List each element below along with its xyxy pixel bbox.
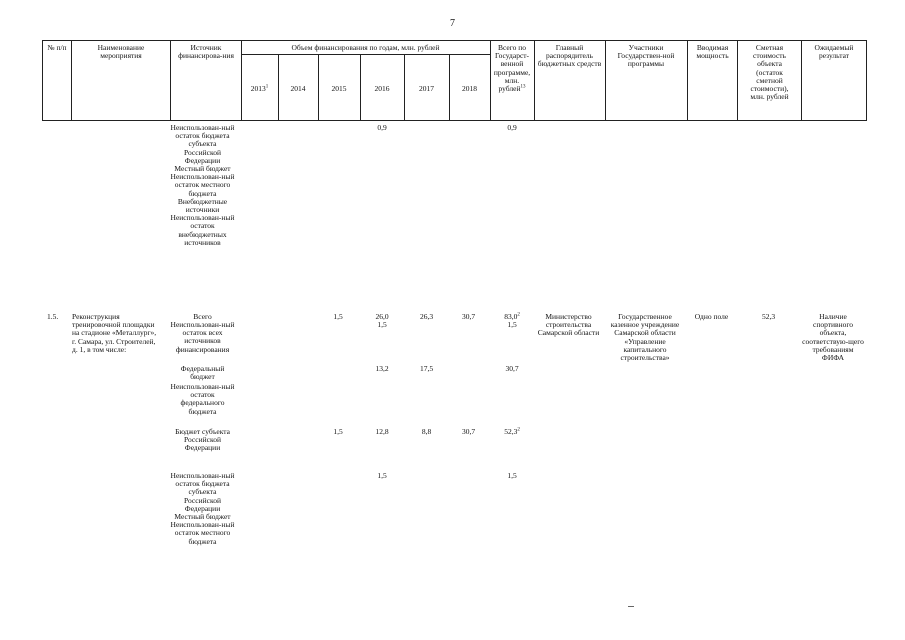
value-2018: 30,7 — [461, 312, 476, 321]
header-volume: Объем финансирования по годам, млн. рублей — [291, 43, 440, 52]
continuation-2016: 0,9 — [377, 123, 387, 132]
source-total: Всего — [193, 312, 212, 321]
header-year-2014: 2014 — [290, 84, 306, 93]
value-2017: 8,8 — [421, 427, 432, 436]
value-total: 1,5 — [507, 320, 517, 329]
value-2015: 1,5 — [333, 312, 343, 321]
source-unused-regional: Неиспользован-ный остаток бюджета субъекта Российской Федерации Местный бюджет Неиспользован-ный остаток местного бюджета — [170, 471, 235, 546]
value-total: 30,7 — [505, 364, 519, 373]
header-source: Источник финансирова-ния — [178, 43, 234, 61]
value-2015: 1,5 — [333, 427, 343, 436]
row-event: Реконструкция тренировочной площадки на стадионе «Металлург», г. Самара, ул. Строителей, д. 1, в том числе: — [72, 312, 157, 354]
header-participants: Участники Государствен-ной программы — [617, 43, 675, 69]
chief-administrator: Министерство строительства Самарской области — [537, 312, 600, 338]
header-year-2018: 2018 — [462, 84, 477, 93]
continuation-source: Неиспользован-ный остаток бюджета субъекта Российской Федерации Местный бюджет Неиспользован-ный остаток местного бюджета Внебюджетные источники Неиспользован-ный остаток внебюджетных источников — [170, 123, 235, 247]
header-capacity: Вводимая мощность — [696, 43, 729, 61]
header-num: № п/п — [47, 43, 67, 52]
value-2016: 26,0 — [375, 312, 389, 321]
source-unused-federal: Неиспользован-ный остаток федерального бюджета — [170, 382, 235, 416]
header-result: Ожидаемый результат — [814, 43, 854, 61]
header-estimate: Сметная стоимость объекта (остаток сметной стоимости), млн. рублей — [750, 43, 789, 102]
value-2016: 1,5 — [377, 320, 387, 329]
source-unused-all: Неиспользован-ный остаток всех источников финансирования — [170, 320, 235, 354]
header-total: Всего по Государст-венной программе, млн. рублей$^{13}$ — [493, 43, 531, 94]
header-year-2016: 2016 — [374, 84, 390, 93]
header-event: Наименование мероприятия — [97, 43, 145, 61]
expected-result: Наличие спортивного объекта, соответствую-щего требованиям ФИФА — [802, 312, 864, 363]
scan-mark — [628, 606, 634, 607]
value-total: 83,0$^2$ — [504, 312, 520, 321]
value-2016: 13,2 — [375, 364, 389, 373]
header-year-2013: 2013$^1$ — [250, 84, 269, 93]
page-number: 7 — [450, 18, 455, 29]
source-regional: Бюджет субъекта Российской Федерации — [175, 427, 230, 453]
participants: Государственное казенное учреждение Самарской области «Управление капитального строительства» — [610, 312, 680, 363]
value-2017: 17,5 — [419, 364, 434, 373]
table-header — [42, 40, 867, 121]
header-year-2017: 2017 — [419, 84, 434, 93]
estimate: 52,3 — [761, 312, 776, 321]
value-2016: 1,5 — [377, 471, 387, 480]
continuation-total: 0,9 — [507, 123, 517, 132]
value-total: 1,5 — [507, 471, 517, 480]
header-year-2015: 2015 — [331, 84, 347, 93]
value-total: 52,3$^2$ — [504, 427, 520, 436]
value-2017: 26,3 — [419, 312, 434, 321]
value-2018: 30,7 — [461, 427, 476, 436]
capacity: Одно поле — [694, 312, 729, 321]
row-number: 1.5. — [47, 312, 59, 321]
value-2016: 12,8 — [375, 427, 389, 436]
source-federal: Федеральный бюджет — [180, 364, 225, 382]
header-chief: Главный распорядитель бюджетных средств — [537, 43, 602, 69]
